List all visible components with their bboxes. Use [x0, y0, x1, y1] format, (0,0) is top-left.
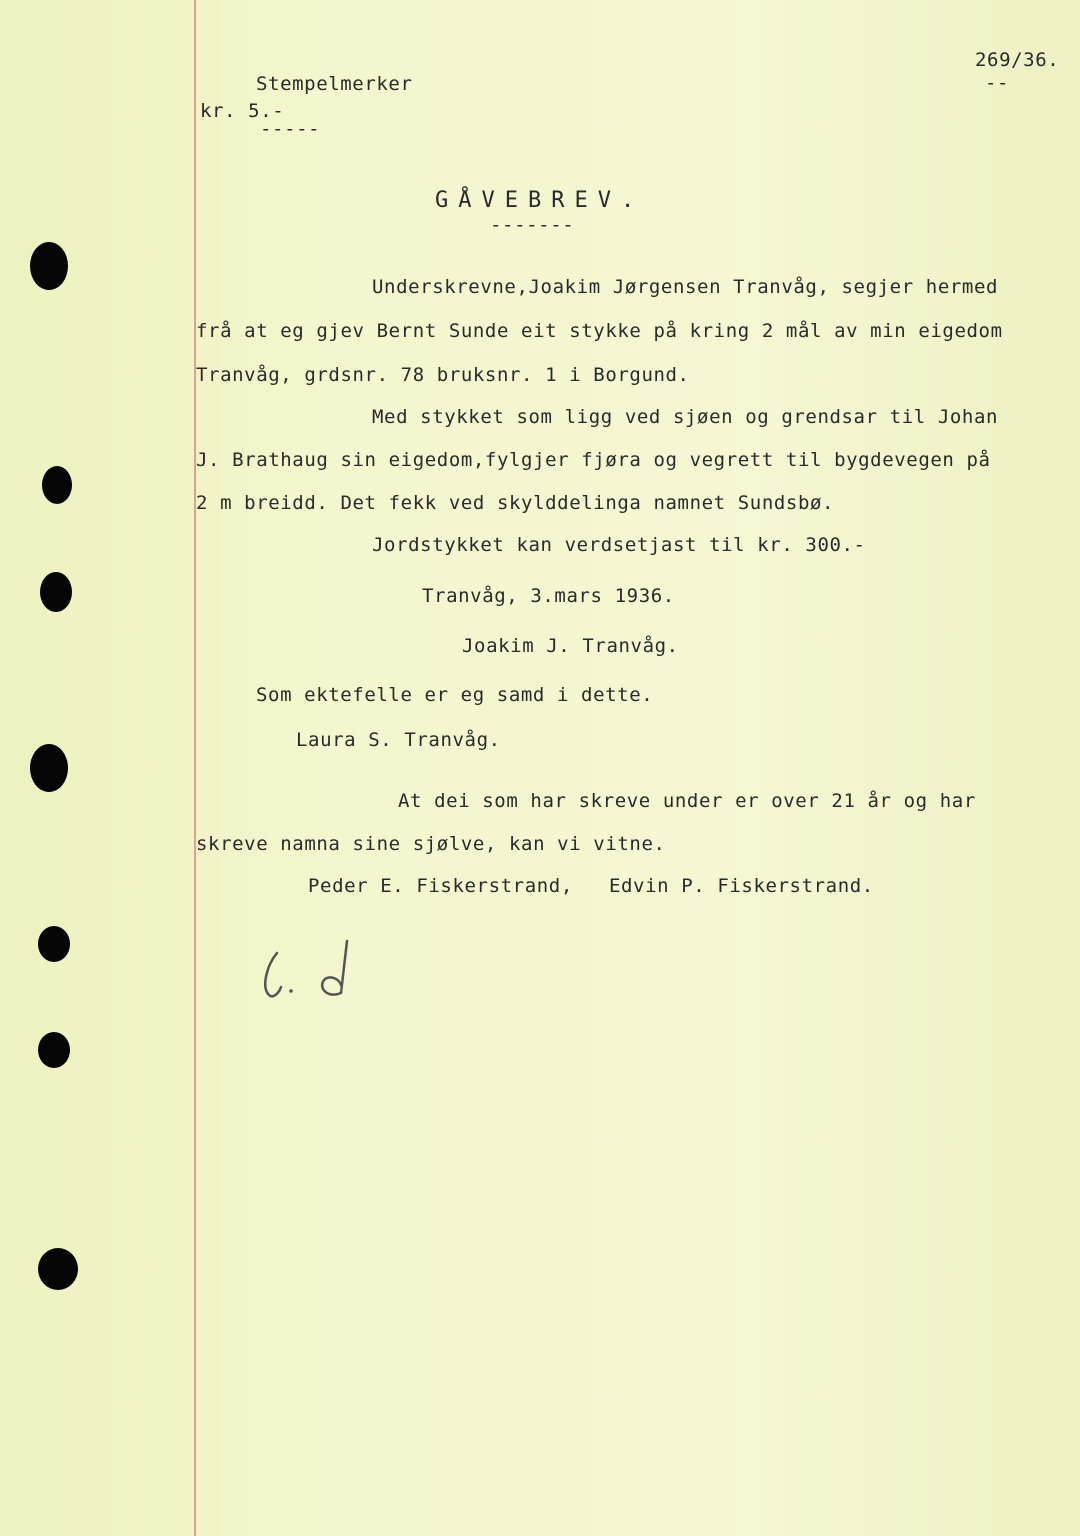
body-line: frå at eg gjev Bernt Sunde eit stykke på kring 2 mål av min eigedom — [196, 320, 1003, 342]
signer-name: Joakim J. Tranvåg. — [462, 635, 679, 657]
title-rule: ------- — [490, 214, 575, 236]
punch-hole — [38, 1032, 70, 1068]
document-number-rule: -- — [985, 72, 1010, 94]
body-line: Med stykket som ligg ved sjøen og grendsar til Johan — [372, 406, 999, 428]
handwritten-initials-icon — [255, 935, 375, 1005]
punch-hole — [38, 926, 70, 962]
margin-line — [194, 0, 196, 1536]
body-line: 2 m breidd. Det fekk ved skylddelinga namnet Sundsbø. — [196, 492, 835, 514]
document-title: GÅVEBREV. — [435, 188, 645, 213]
stamp-rule: ----- — [260, 118, 321, 140]
body-line: J. Brathaug sin eigedom,fylgjer fjøra og vegrett til bygdevegen på — [196, 449, 991, 471]
spouse-name: Laura S. Tranvåg. — [296, 729, 501, 751]
body-line: Tranvåg, grdsnr. 78 bruksnr. 1 i Borgund. — [196, 364, 690, 386]
document-number: 269/36. — [975, 49, 1060, 71]
stamp-label: Stempelmerker — [256, 73, 413, 95]
valuation-line: Jordstykket kan verdsetjast til kr. 300.- — [372, 534, 866, 556]
punch-hole — [40, 572, 72, 612]
punch-hole — [38, 1248, 78, 1290]
spouse-consent: Som ektefelle er eg samd i dette. — [256, 684, 654, 706]
punch-hole — [42, 466, 72, 504]
witness-line: At dei som har skreve under er over 21 år og har — [398, 790, 976, 812]
punch-hole — [30, 242, 68, 290]
place-date: Tranvåg, 3.mars 1936. — [422, 585, 675, 607]
punch-hole — [30, 744, 68, 792]
stamp-amount: kr. 5.- — [200, 100, 285, 122]
witness-line: skreve namna sine sjølve, kan vi vitne. — [196, 833, 666, 855]
witness-names: Peder E. Fiskerstrand, Edvin P. Fiskerstrand. — [308, 875, 874, 897]
body-line: Underskrevne,Joakim Jørgensen Tranvåg, segjer hermed — [372, 276, 999, 298]
